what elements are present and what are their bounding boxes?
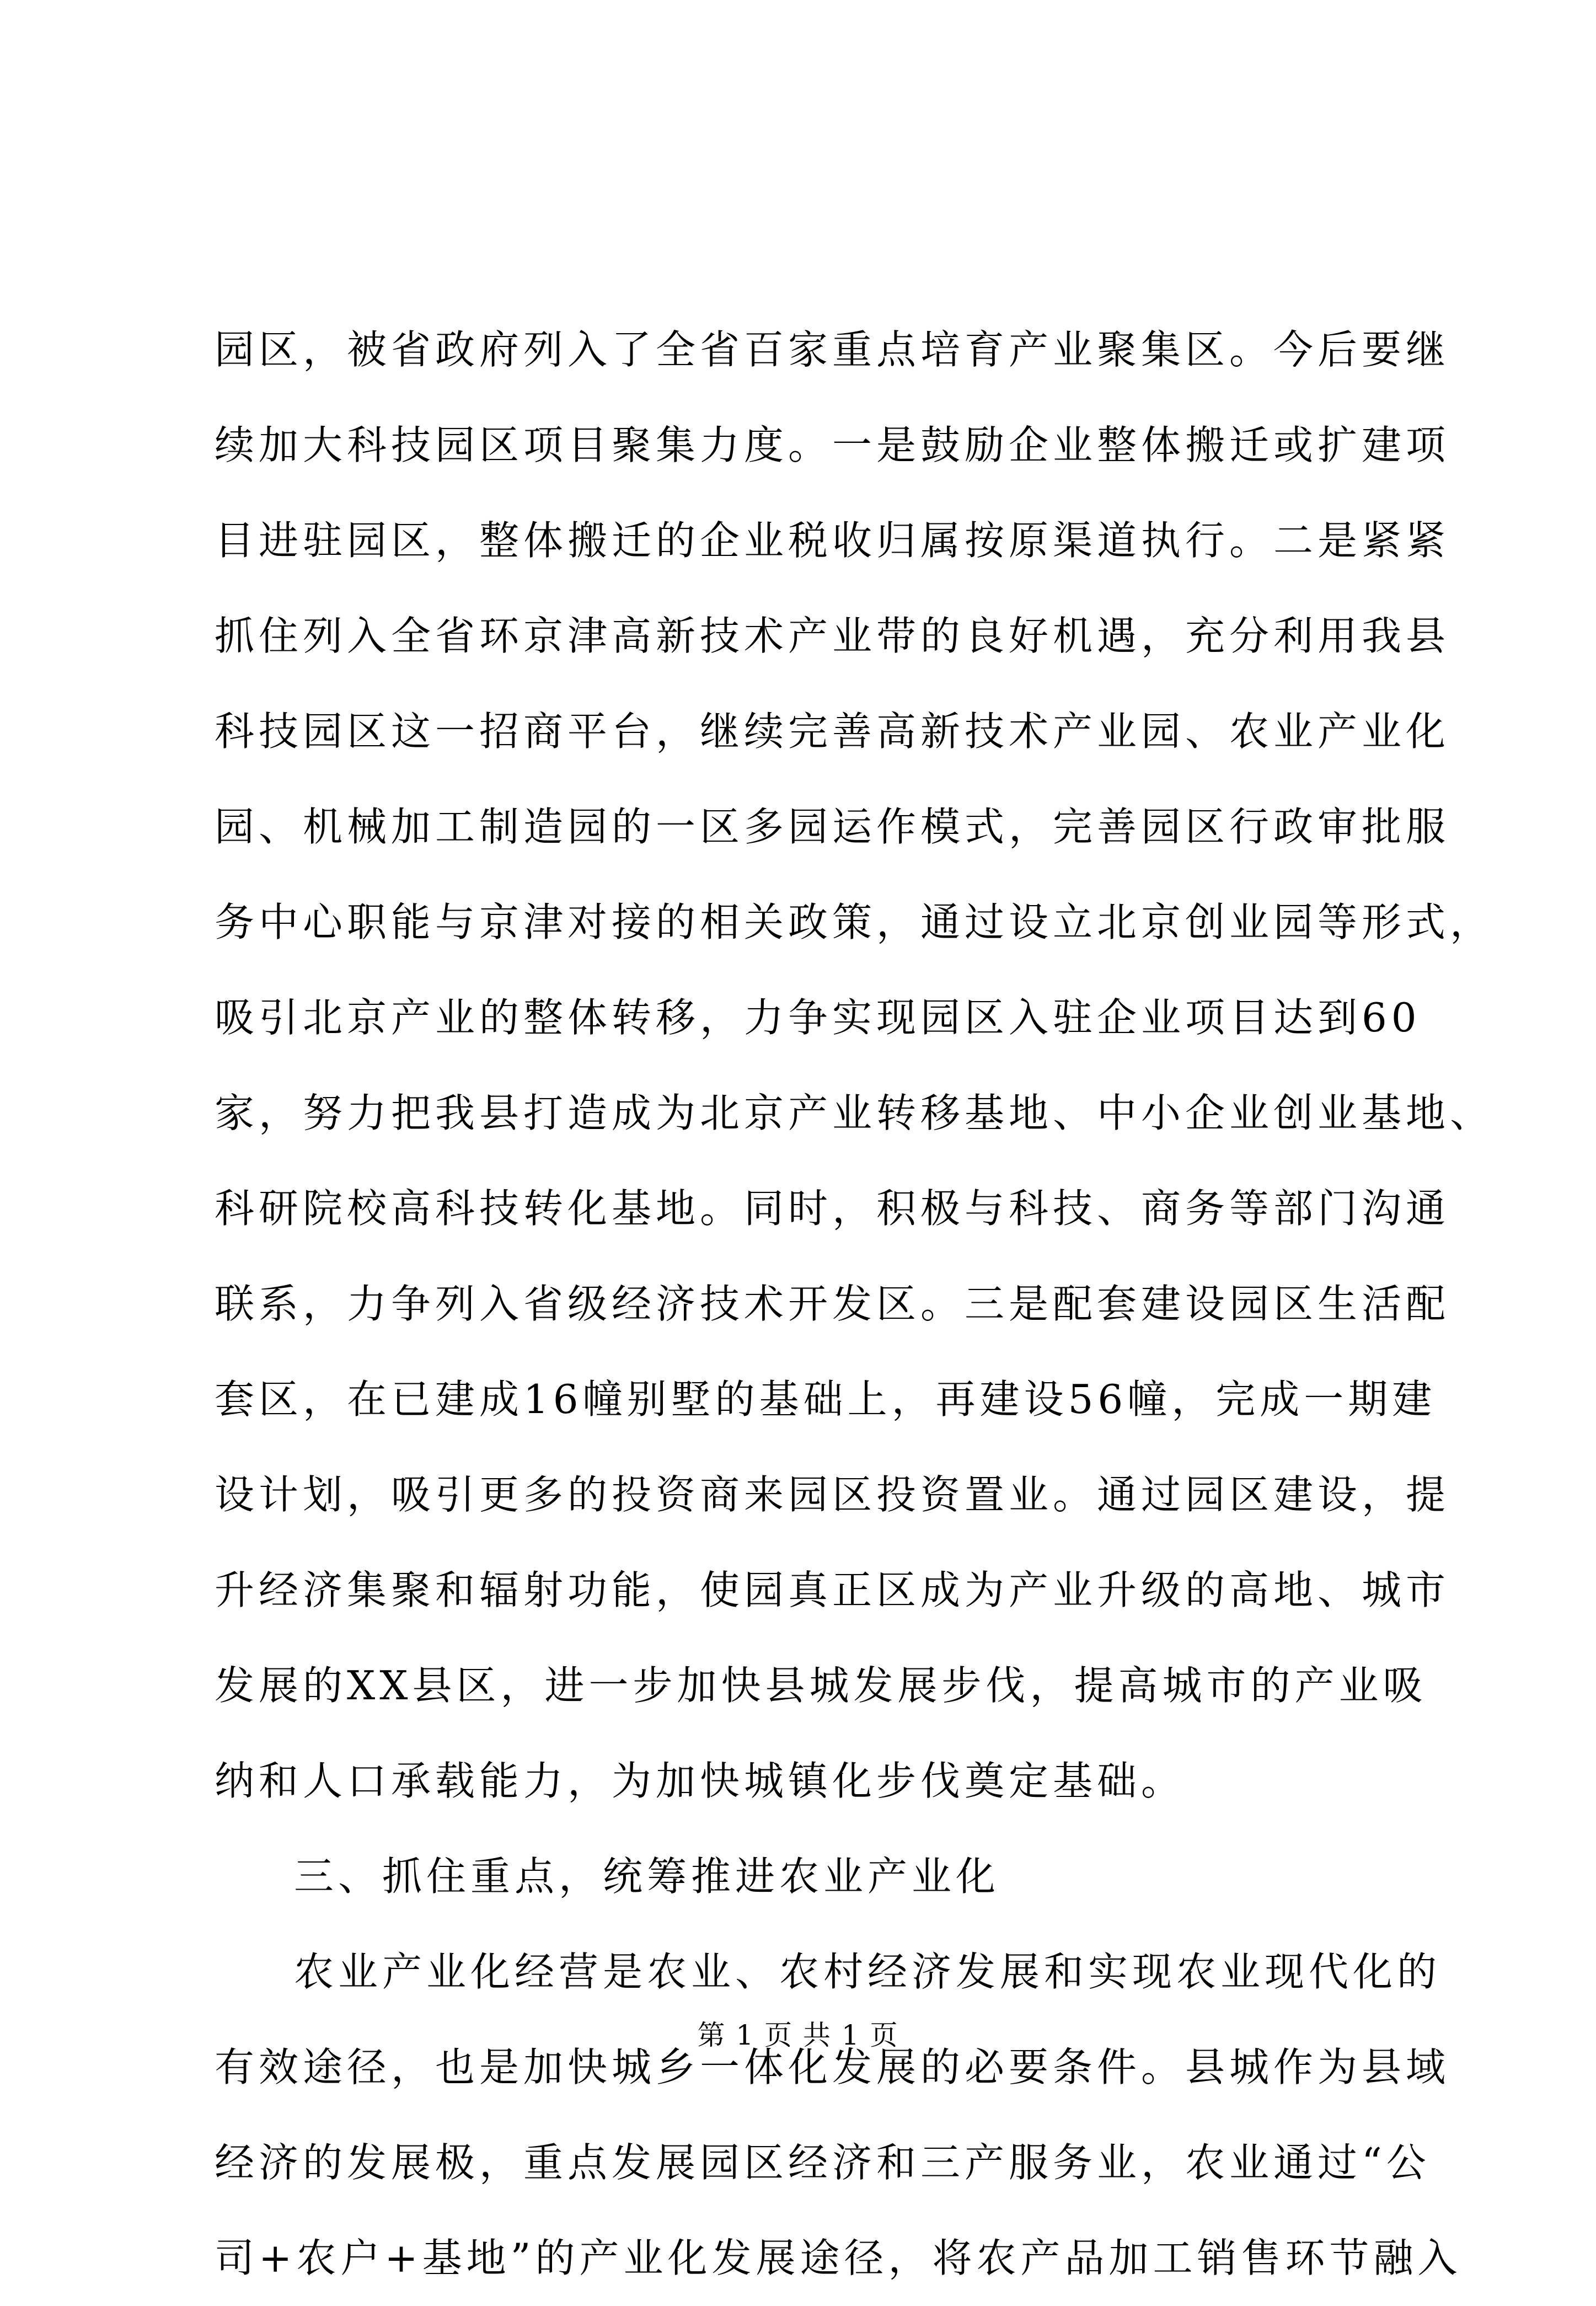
- text-line: 目进驻园区，整体搬迁的企业税收归属按原渠道执行。二是紧紧: [215, 517, 1450, 564]
- text-line: 设计划，吸引更多的投资商来园区投资置业。通过园区建设，提: [215, 1472, 1450, 1518]
- page-footer: 第 1 页 共 1 页: [697, 2019, 899, 2051]
- text-line: 续加大科技园区项目聚集力度。一是鼓励企业整体搬迁或扩建项: [215, 422, 1450, 468]
- section-heading: 三、抓住重点，统筹推进农业产业化: [294, 1853, 1000, 1900]
- text-line: 抓住列入全省环京津高新技术产业带的良好机遇，充分利用我县: [215, 613, 1450, 659]
- text-line: 升经济集聚和辐射功能，使园真正区成为产业升级的高地、城市: [215, 1567, 1450, 1613]
- text-line: 纳和人口承载能力，为加快城镇化步伐奠定基础。: [215, 1758, 1186, 1804]
- text-line: 发展的XX县区，进一步加快县城发展步伐，提高城市的产业吸: [215, 1662, 1427, 1709]
- text-line: 科研院校高科技转化基地。同时，积极与科技、商务等部门沟通: [215, 1185, 1450, 1232]
- text-line: 园、机械加工制造园的一区多园运作模式，完善园区行政审批服: [215, 804, 1450, 850]
- text-line: 农业产业化经营是农业、农村经济发展和实现农业现代化的: [294, 1949, 1442, 1995]
- text-line: 科技园区这一招商平台，继续完善高新技术产业园、农业产业化: [215, 708, 1450, 755]
- text-line: 园区，被省政府列入了全省百家重点培育产业聚集区。今后要继: [215, 327, 1450, 373]
- text-line: 经济的发展极，重点发展园区经济和三产服务业，农业通过“公: [215, 2139, 1431, 2186]
- text-line: 联系，力争列入省级经济技术开发区。三是配套建设园区生活配: [215, 1281, 1450, 1327]
- text-line: 司+农户+基地”的产业化发展途径，将农产品加工销售环节融入: [215, 2235, 1462, 2281]
- text-line: 家，努力把我县打造成为北京产业转移基地、中小企业创业基地、: [215, 1090, 1495, 1136]
- text-line: 务中心职能与京津对接的相关政策，通过设立北京创业园等形式，: [215, 899, 1495, 945]
- document-body: [215, 302, 1495, 2306]
- text-line: 有效途径，也是加快城乡一体化发展的必要条件。县城作为县域: [215, 2044, 1450, 2090]
- text-line: 吸引北京产业的整体转移，力争实现园区入驻企业项目达到60: [215, 994, 1421, 1041]
- text-line: 套区，在已建成16幢别墅的基础上，再建设56幢，完成一期建: [215, 1376, 1437, 1422]
